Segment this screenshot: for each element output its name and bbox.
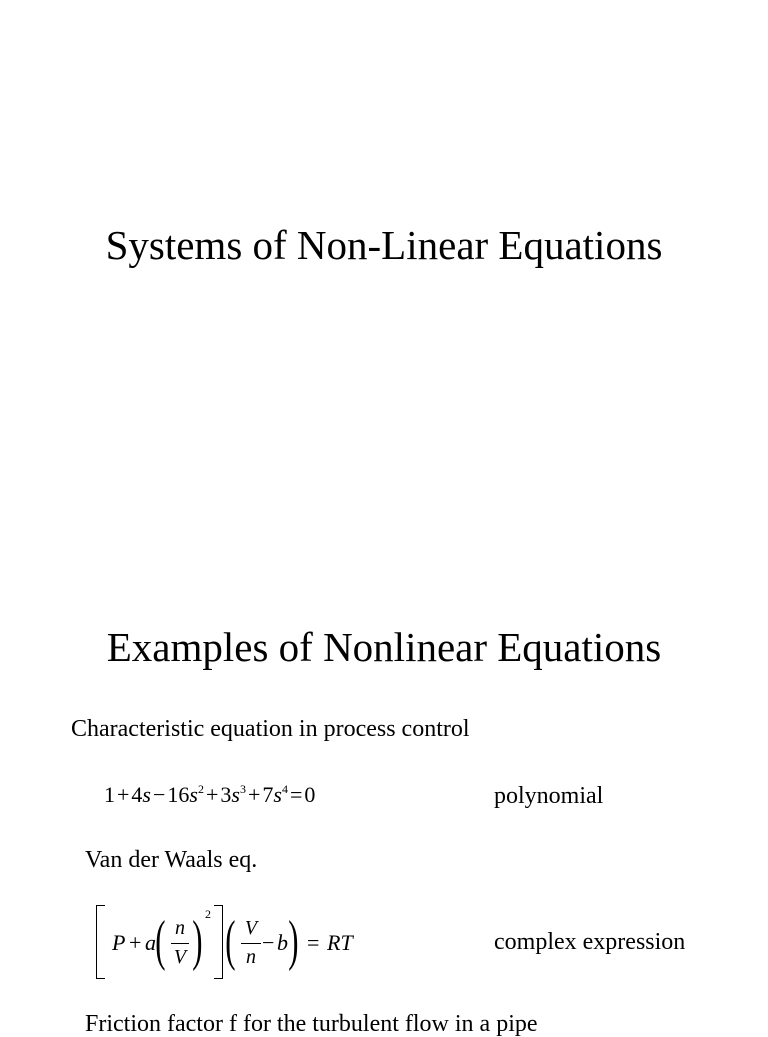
- exponent: 4: [281, 782, 288, 796]
- var-b: b: [277, 930, 288, 955]
- fraction-V-over-n: [241, 917, 261, 970]
- coef-3: 16: [167, 782, 190, 807]
- intro-text: Characteristic equation in process control: [71, 716, 470, 742]
- fraction-bar: [171, 943, 189, 944]
- coef-5: 7: [262, 782, 274, 807]
- var-s: s: [231, 782, 240, 807]
- right-paren: ): [288, 910, 299, 972]
- left-paren: (: [225, 910, 236, 972]
- operator-plus: +: [247, 782, 261, 807]
- var-a: a: [145, 930, 156, 955]
- denominator: V: [173, 946, 187, 968]
- exponent: 2: [197, 782, 204, 796]
- denominator: n: [246, 946, 256, 968]
- friction-heading: Friction factor f for the turbulent flow in a pipe: [85, 1011, 538, 1037]
- operator-plus: +: [205, 782, 219, 807]
- numerator: V: [244, 917, 258, 939]
- right-square-bracket: [214, 905, 223, 979]
- polynomial-equation: [104, 784, 315, 806]
- operator-equals: =: [289, 782, 303, 807]
- vdw-equation: [96, 903, 366, 983]
- exponent: 3: [239, 782, 246, 796]
- operator-equals: =: [307, 930, 320, 955]
- term-1: 1: [104, 782, 115, 807]
- operator-minus: −: [152, 782, 166, 807]
- slide-2-title: Examples of Nonlinear Equations: [106, 624, 662, 670]
- left-paren: (: [155, 910, 166, 972]
- rhs-RT: RT: [327, 930, 353, 955]
- vdw-label: complex expression: [494, 929, 686, 955]
- operator-minus: −: [262, 930, 275, 955]
- slide-1-title: Systems of Non-Linear Equations: [105, 222, 663, 268]
- coef-2: 4: [131, 782, 143, 807]
- var-P: P: [112, 930, 126, 955]
- var-s: s: [273, 782, 282, 807]
- rhs-value: 0: [304, 782, 316, 807]
- left-square-bracket: [96, 905, 105, 979]
- operator-plus: +: [117, 782, 130, 807]
- right-paren: ): [192, 910, 203, 972]
- fraction-n-over-V: [171, 917, 189, 970]
- vdw-heading: Van der Waals eq.: [85, 847, 258, 873]
- operator-plus: +: [129, 930, 142, 955]
- numerator: n: [175, 917, 185, 939]
- var-s: s: [142, 782, 151, 807]
- var-s: s: [189, 782, 198, 807]
- exponent: 2: [205, 907, 211, 921]
- polynomial-label: polynomial: [494, 783, 604, 809]
- coef-4: 3: [220, 782, 232, 807]
- fraction-bar: [241, 943, 261, 944]
